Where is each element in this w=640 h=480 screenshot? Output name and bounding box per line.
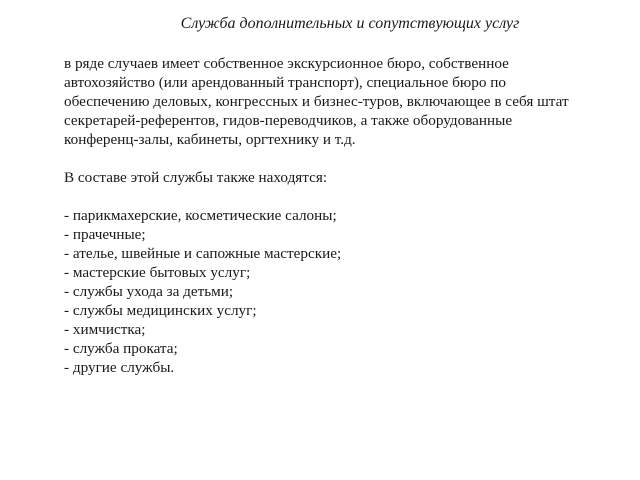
spacer [64, 187, 624, 206]
intro-line: обеспечению деловых, конгрессных и бизнес-туров, включающее в себя штат [64, 93, 569, 110]
intro-paragraph [64, 54, 624, 149]
list-item: - прачечные; [64, 226, 146, 243]
list-item: - другие службы. [64, 359, 175, 376]
intro-line: секретарей-референтов, гидов-переводчиков, а также оборудованные [64, 112, 513, 129]
list-item: - мастерские бытовых услуг; [64, 264, 251, 281]
intro-line: конференц-залы, кабинеты, оргтехнику и т.д. [64, 131, 356, 148]
services-list [64, 206, 624, 377]
intro-line: в ряде случаев имеет собственное экскурсионное бюро, собственное [64, 55, 509, 72]
list-item: - службы медицинских услуг; [64, 302, 257, 319]
list-heading: В составе этой службы также находятся: [64, 169, 328, 186]
spacer [64, 149, 624, 168]
intro-line: автохозяйство (или арендованный транспорт), специальное бюро по [64, 74, 506, 91]
list-item: - служба проката; [64, 340, 178, 357]
list-item: - парикмахерские, косметические салоны; [64, 207, 337, 224]
page-title: Служба дополнительных и сопутствующих услуг [180, 15, 520, 32]
document-body [64, 54, 624, 377]
list-item: - химчистка; [64, 321, 146, 338]
list-item: - ателье, швейные и сапожные мастерские; [64, 245, 342, 262]
list-item: - службы ухода за детьми; [64, 283, 234, 300]
